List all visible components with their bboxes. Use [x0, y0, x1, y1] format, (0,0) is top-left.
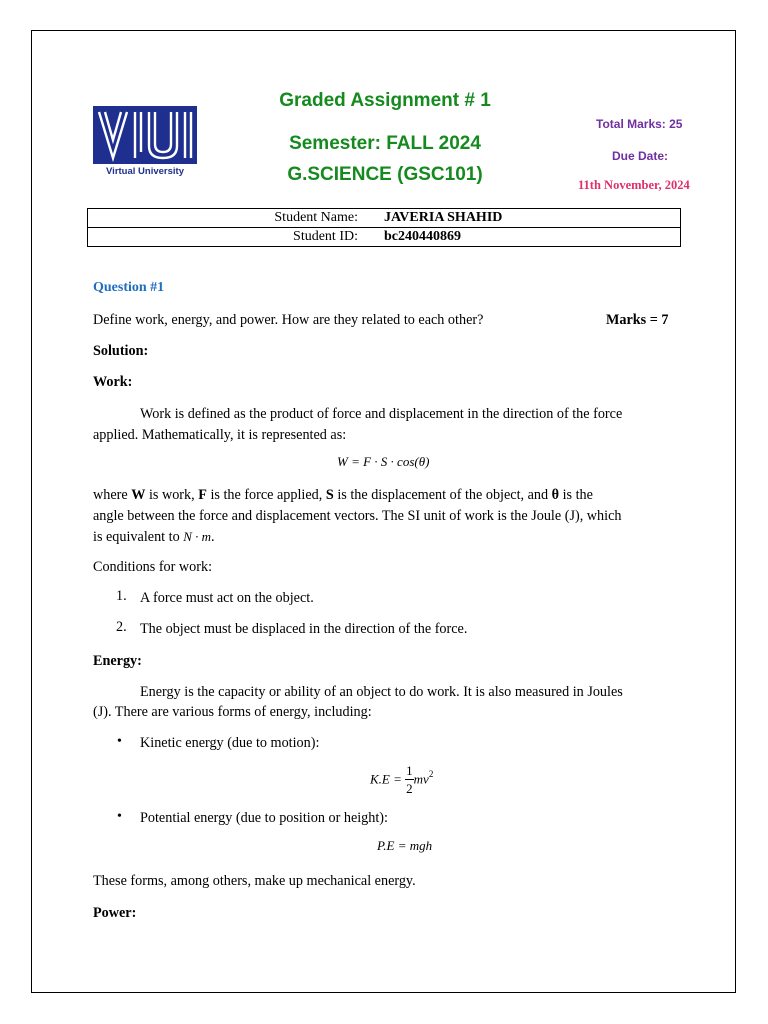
potential-energy-text: Potential energy (due to position or height): — [140, 810, 388, 826]
student-id-label: Student ID: — [88, 228, 365, 247]
work-definition-line3: is equivalent to N · m. — [93, 529, 215, 545]
work-heading: Work: — [93, 374, 133, 390]
solution-heading: Solution: — [93, 343, 149, 359]
student-name-value: JAVERIA SHAHID — [364, 209, 681, 228]
bullet-kinetic: • — [117, 734, 122, 749]
question-heading: Question #1 — [93, 280, 165, 295]
question-text: Define work, energy, and power. How are they related to each other? — [93, 312, 484, 328]
kinetic-energy-formula: K.E = $\frac{1}{2}$ $mv^2$ — [370, 763, 434, 796]
kinetic-energy-text: Kinetic energy (due to motion): — [140, 735, 320, 751]
total-marks: Total Marks: 25 — [596, 117, 683, 131]
work-formula: W = F · S · cos(θ) — [337, 454, 430, 469]
vu-logo — [93, 106, 197, 164]
work-definition-line2: angle between the force and displacement vectors. The SI unit of work is the Joule (J), which — [93, 508, 622, 524]
energy-heading: Energy: — [93, 653, 142, 669]
work-definition-line1: where W is work, F is the force applied, S is the displacement of the object, and θ is the — [93, 487, 593, 503]
condition-2-text: The object must be displaced in the direction of the force. — [140, 621, 468, 637]
work-paragraph-line1: Work is defined as the product of force and displacement in the direction of the force — [140, 406, 623, 422]
energy-closing: These forms, among others, make up mechanical energy. — [93, 873, 416, 889]
condition-1-number: 1. — [116, 588, 127, 604]
condition-2-number: 2. — [116, 619, 127, 635]
due-date-value: 11th November, 2024 — [578, 178, 690, 192]
semester-title: Semester: FALL 2024 — [289, 133, 481, 154]
student-info-table — [87, 208, 681, 247]
potential-energy-formula: P.E = mgh — [377, 838, 433, 853]
due-date-label: Due Date: — [612, 149, 669, 163]
power-heading: Power: — [93, 905, 137, 921]
condition-1-text: A force must act on the object. — [140, 590, 314, 606]
logo-caption: Virtual University — [106, 166, 184, 177]
student-name-label: Student Name: — [88, 209, 365, 228]
work-paragraph-line2: applied. Mathematically, it is represented as: — [93, 427, 347, 443]
student-name-row — [88, 209, 681, 228]
question-marks: Marks = 7 — [606, 312, 669, 328]
bullet-potential: • — [117, 809, 122, 824]
student-id-value: bc240440869 — [364, 228, 681, 247]
student-id-row — [88, 228, 681, 247]
energy-paragraph-line1: Energy is the capacity or ability of an object to do work. It is also measured in Joules — [140, 684, 623, 700]
energy-paragraph-line2: (J). There are various forms of energy, including: — [93, 704, 372, 720]
course-title: G.SCIENCE (GSC101) — [287, 164, 483, 185]
conditions-heading: Conditions for work: — [93, 559, 213, 575]
assignment-title: Graded Assignment # 1 — [279, 90, 491, 111]
